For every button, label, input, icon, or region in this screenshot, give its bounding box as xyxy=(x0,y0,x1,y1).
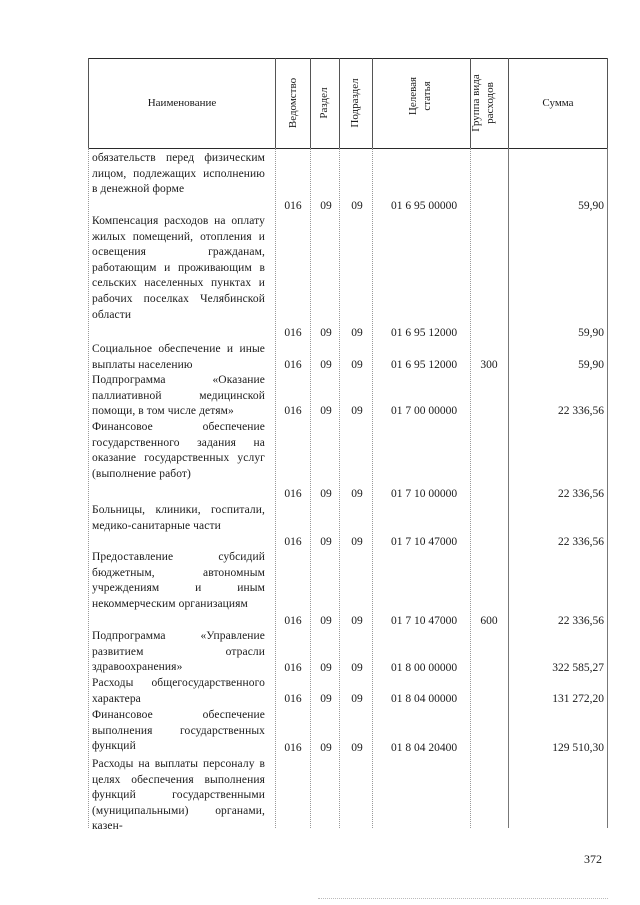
row-name: Социальное обеспечение и иные выплаты населению xyxy=(92,343,265,371)
header-sum: Сумма xyxy=(542,97,574,109)
row-sum: 59,90 xyxy=(578,327,604,339)
row-dept: 016 xyxy=(284,488,302,500)
row-dept: 016 xyxy=(284,536,302,548)
col-divider-dept xyxy=(310,58,311,148)
row-sum: 322 585,27 xyxy=(552,662,604,674)
row-dept: 016 xyxy=(284,615,302,627)
row-dept: 016 xyxy=(284,742,302,754)
header-group-line1: Группа вида xyxy=(470,74,482,132)
row-article: 01 6 95 00000 xyxy=(390,200,458,212)
col-divider-subsection xyxy=(372,58,373,148)
row-subsection: 09 xyxy=(351,327,363,339)
row-sum: 22 336,56 xyxy=(558,405,604,417)
body-divider-subsection xyxy=(372,148,373,828)
row-name: Расходы на выплаты персоналу в целях обеспечения выполнения функций государственными (муниципальными) органами, казен- xyxy=(92,758,265,833)
row-article: 01 7 10 47000 xyxy=(390,615,458,627)
row-section: 09 xyxy=(320,488,332,500)
row-subsection: 09 xyxy=(351,405,363,417)
row-article: 01 8 04 20400 xyxy=(390,742,458,754)
row-name: Компенсация расходов на оплату жилых помещений, отопления и освещения гражданам, работающим и проживающим в сельских населенных пунктах и рабочих поселках Челябинской области xyxy=(92,215,265,321)
header-dept: Ведомство xyxy=(287,77,299,129)
row-sum: 22 336,56 xyxy=(558,536,604,548)
row-dept: 016 xyxy=(284,359,302,371)
row-dept: 016 xyxy=(284,662,302,674)
row-name: Подпрограмма «Управление развитием отрасли здравоохранения» xyxy=(92,630,265,674)
row-dept: 016 xyxy=(284,200,302,212)
row-group: 300 xyxy=(480,359,498,371)
header-group-line2: расходов xyxy=(484,82,496,124)
row-dept: 016 xyxy=(284,327,302,339)
footer-rule xyxy=(318,898,608,899)
row-section: 09 xyxy=(320,405,332,417)
page-number: 372 xyxy=(584,852,602,866)
row-article: 01 7 10 47000 xyxy=(390,536,458,548)
row-article: 01 6 95 12000 xyxy=(390,327,458,339)
header-section: Раздел xyxy=(318,87,330,119)
row-sum: 59,90 xyxy=(578,359,604,371)
body-right-border xyxy=(607,148,608,828)
row-sum: 22 336,56 xyxy=(558,488,604,500)
row-section: 09 xyxy=(320,662,332,674)
header-article-line1: Целевая xyxy=(407,76,419,116)
header-subsection: Подраздел xyxy=(349,78,361,128)
row-subsection: 09 xyxy=(351,200,363,212)
row-group: 600 xyxy=(480,615,498,627)
row-dept: 016 xyxy=(284,693,302,705)
col-divider-section xyxy=(339,58,340,148)
table-top-border xyxy=(88,58,608,59)
row-name: Предоставление субсидий бюджетным, автономным учреждениям и иным некоммерческим организациям xyxy=(92,551,265,610)
body-divider-group xyxy=(508,148,509,828)
col-divider-name xyxy=(275,58,276,148)
row-name: Расходы общегосударственного характера xyxy=(92,677,265,705)
table-right-border xyxy=(607,58,608,148)
row-article: 01 7 00 00000 xyxy=(390,405,458,417)
row-section: 09 xyxy=(320,742,332,754)
row-sum: 131 272,20 xyxy=(552,693,604,705)
row-article: 01 8 00 00000 xyxy=(390,662,458,674)
header-article-line2: статья xyxy=(421,81,433,111)
row-sum: 22 336,56 xyxy=(558,615,604,627)
row-sum: 59,90 xyxy=(578,200,604,212)
row-subsection: 09 xyxy=(351,693,363,705)
row-name: Финансовое обеспечение выполнения государственных функций xyxy=(92,709,265,753)
row-article: 01 6 95 12000 xyxy=(390,359,458,371)
row-dept: 016 xyxy=(284,405,302,417)
row-subsection: 09 xyxy=(351,662,363,674)
row-name: Больницы, клиники, госпитали, медико-санитарные части xyxy=(92,504,265,532)
row-subsection: 09 xyxy=(351,742,363,754)
body-divider-name xyxy=(275,148,276,828)
row-subsection: 09 xyxy=(351,359,363,371)
header-name: Наименование xyxy=(147,97,217,109)
body-divider-dept xyxy=(310,148,311,828)
row-section: 09 xyxy=(320,536,332,548)
col-divider-group xyxy=(508,58,509,148)
row-sum: 129 510,30 xyxy=(552,742,604,754)
row-section: 09 xyxy=(320,615,332,627)
row-subsection: 09 xyxy=(351,615,363,627)
row-name: Финансовое обеспечение государственного задания на оказание государственных услуг (выполнение работ) xyxy=(92,421,265,480)
body-left-border xyxy=(88,148,89,828)
row-section: 09 xyxy=(320,693,332,705)
row-section: 09 xyxy=(320,359,332,371)
row-name: Подпрограмма «Оказание паллиативной медицинской помощи, в том числе детям» xyxy=(92,374,265,418)
row-article: 01 7 10 00000 xyxy=(390,488,458,500)
row-article: 01 8 04 00000 xyxy=(390,693,458,705)
table-header-bottom-border xyxy=(88,148,608,149)
row-subsection: 09 xyxy=(351,536,363,548)
table-left-border xyxy=(88,58,89,148)
row-section: 09 xyxy=(320,327,332,339)
row-name: обязательств перед физическим лицом, подлежащих исполнению в денежной форме xyxy=(92,152,265,196)
row-subsection: 09 xyxy=(351,488,363,500)
row-section: 09 xyxy=(320,200,332,212)
